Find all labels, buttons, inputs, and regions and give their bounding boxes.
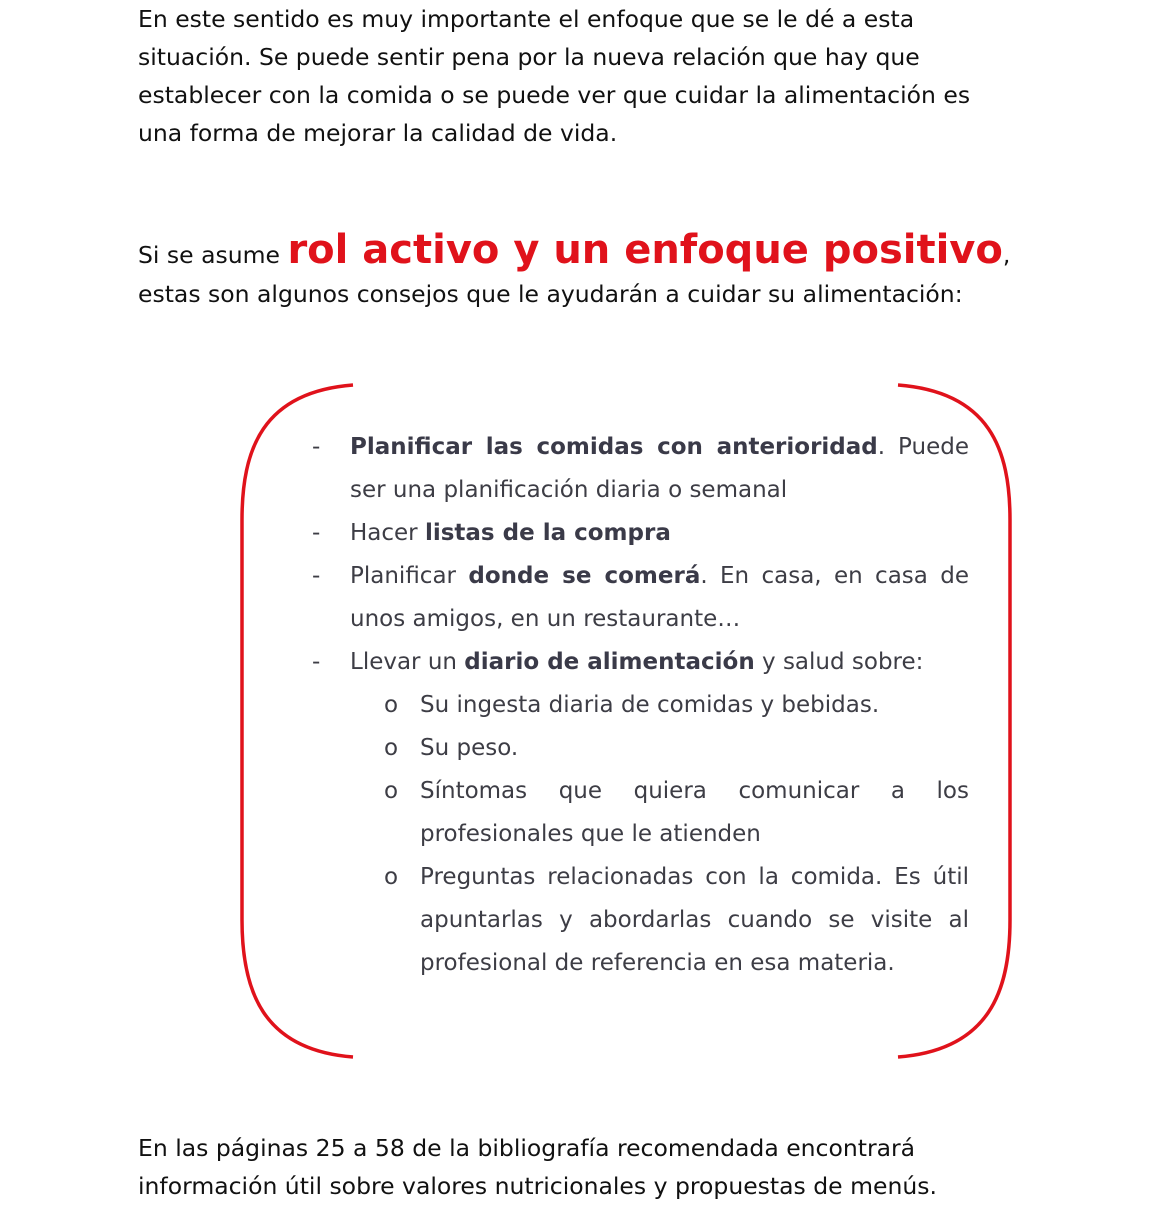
- intro-paragraph: [138, 0, 1018, 152]
- tip-item: [312, 426, 969, 512]
- lead-line-1: [138, 222, 1038, 283]
- intro-line: establecer con la comida o se puede ver que cuidar la alimentación es: [138, 81, 971, 109]
- tip-bold: listas de la compra: [424, 520, 671, 546]
- sub-item-text: Síntomas que quiera comunicar a los profesionales que le atienden: [420, 778, 969, 847]
- dash-marker: -: [312, 434, 321, 460]
- circle-bullet: o: [384, 692, 399, 718]
- circle-bullet: o: [384, 735, 399, 761]
- lead-line-2: estas son algunos consejos que le ayudarán a cuidar su alimentación:: [138, 280, 963, 308]
- tip-bold: Planificar las comidas con anterioridad: [350, 434, 878, 460]
- circle-bullet: o: [384, 778, 399, 804]
- tip-post: . En casa, en casa de unos amigos, en un restaurante…: [350, 563, 969, 632]
- tip-item: [312, 555, 969, 641]
- intro-line: En este sentido es muy importante el enfoque que se le dé a esta: [138, 5, 915, 33]
- tip-pre: Planificar: [350, 563, 469, 589]
- closing-paragraph: [138, 1129, 1038, 1205]
- dash-marker: -: [312, 520, 321, 546]
- tip-item: [312, 641, 969, 684]
- lead-highlight: rol activo y un enfoque positivo: [287, 227, 1003, 273]
- closing-line: En las páginas 25 a 58 de la bibliografía recomendada encontrará: [138, 1134, 916, 1162]
- lead-paragraph: [138, 222, 1038, 313]
- sub-item-text: Su peso.: [420, 735, 519, 761]
- sub-item: [312, 684, 969, 727]
- tip-item: [312, 512, 969, 555]
- tips-list: [312, 426, 969, 985]
- tip-bold: diario de alimentación: [464, 649, 755, 675]
- tip-bold: donde se comerá: [468, 563, 701, 589]
- lead-suffix: ,: [1002, 241, 1011, 269]
- tip-pre: Llevar un: [350, 649, 465, 675]
- circle-bullet: o: [384, 864, 399, 890]
- intro-line: una forma de mejorar la calidad de vida.: [138, 119, 618, 147]
- dash-marker: -: [312, 563, 321, 589]
- sub-item: [312, 770, 969, 856]
- sub-item-text: Su ingesta diaria de comidas y bebidas.: [420, 692, 880, 718]
- sub-item-text: Preguntas relacionadas con la comida. Es útil apuntarlas y abordarlas cuando se visite al profesional de referencia en esa materia.: [420, 864, 969, 976]
- sub-item: [312, 727, 969, 770]
- dash-marker: -: [312, 649, 321, 675]
- sub-item: [312, 856, 969, 985]
- intro-line: situación. Se puede sentir pena por la nueva relación que hay que: [138, 43, 920, 71]
- tip-post: . Puede ser una planificación diaria o semanal: [350, 434, 969, 503]
- lead-prefix: Si se asume: [138, 241, 288, 269]
- closing-line: información útil sobre valores nutricionales y propuestas de menús.: [138, 1172, 937, 1200]
- tip-pre: Hacer: [350, 520, 425, 546]
- tip-post: y salud sobre:: [754, 649, 924, 675]
